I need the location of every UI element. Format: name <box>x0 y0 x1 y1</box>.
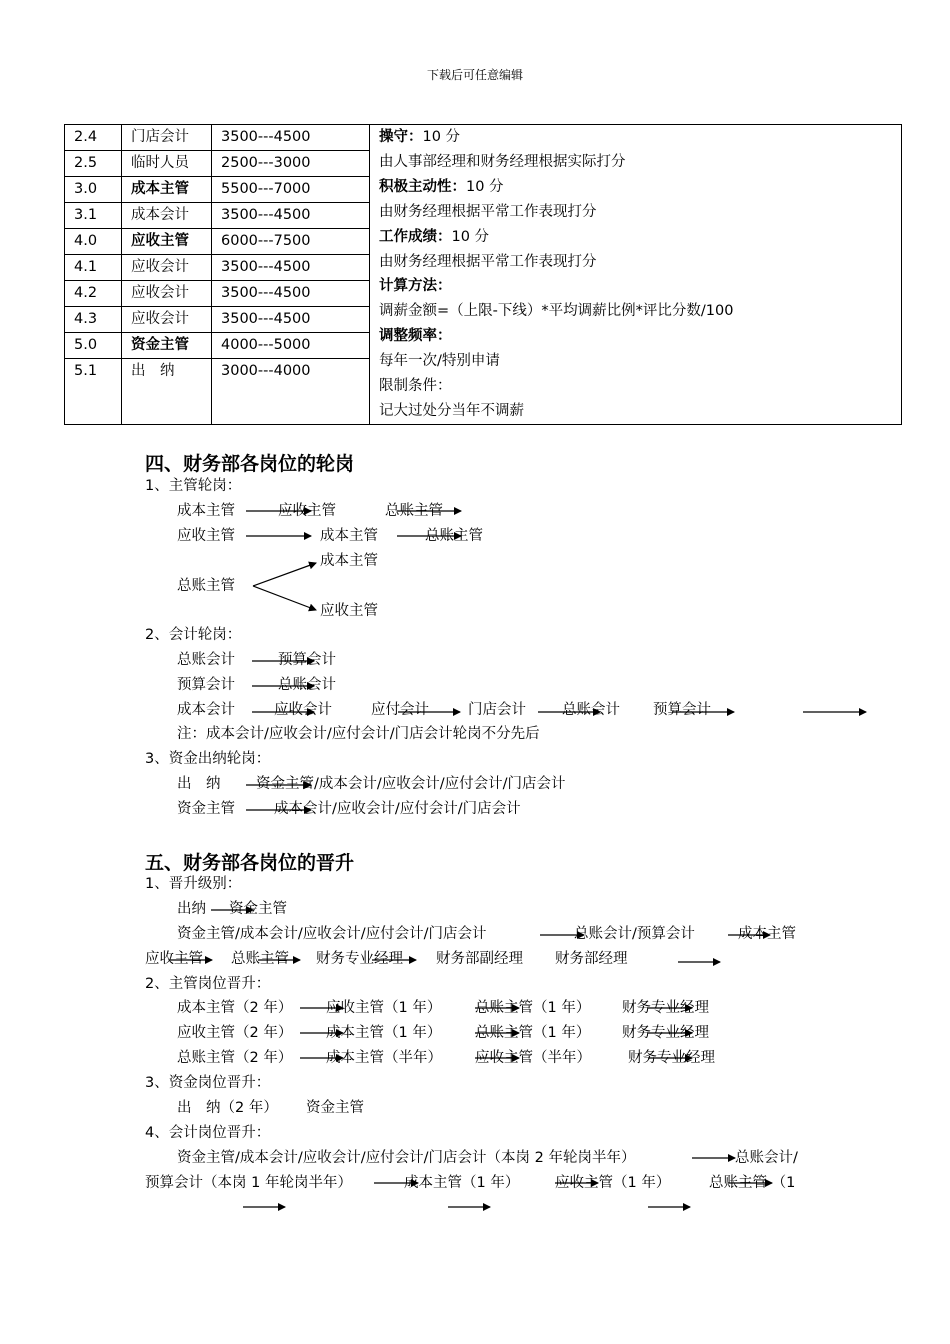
position-title: 应收会计 <box>122 255 212 281</box>
rot-item: 总账主管 <box>385 503 443 519</box>
section-5-title: 五、财务部各岗位的晋升 <box>145 852 355 874</box>
rot-item: 预算会计 <box>278 652 336 668</box>
sec5-sub2: 2、主管岗位晋升： <box>145 976 271 992</box>
rot-item: 出 纳 <box>177 776 221 792</box>
position-title: 出 纳 <box>122 359 212 425</box>
salary-range: 6000---7500 <box>212 229 370 255</box>
arrow <box>253 563 316 586</box>
promo-item: 应收主管（2 年） <box>177 1025 293 1041</box>
criteria-text: 10 分 <box>451 228 490 245</box>
salary-range: 4000---5000 <box>212 333 370 359</box>
rot-item: 资金主管 <box>177 801 235 817</box>
sec5-sub1: 1、晋升级别： <box>145 876 242 892</box>
rot-item: 应收主管 <box>177 528 235 544</box>
row-number: 4.2 <box>65 281 122 307</box>
promo-item: 资金主管 <box>306 1100 364 1116</box>
rot-item: 应收会计 <box>274 702 332 718</box>
rot-item: 成本主管 <box>177 503 235 519</box>
rot-item: 应收主管 <box>320 603 378 619</box>
promo-item: 财务专业经理 <box>622 1000 709 1016</box>
rot-item: 应收主管 <box>278 503 336 519</box>
criteria-text: 操守： <box>379 129 423 145</box>
salary-range: 2500---3000 <box>212 151 370 177</box>
rot-item: 预算会计 <box>653 702 711 718</box>
rot-item: 总账主管 <box>177 578 235 594</box>
promo-item: 总账主管 （1 <box>709 1175 796 1191</box>
position-title: 成本主管 <box>122 177 212 203</box>
row-number: 4.0 <box>65 229 122 255</box>
promo-item: 资金主管 <box>229 901 287 917</box>
page-header: 下载后可任意编辑 <box>426 68 523 82</box>
arrow <box>253 586 316 610</box>
rot-item: 成本会计/应收会计/应付会计/门店会计 <box>274 801 521 817</box>
promo-item: 应收主管（1 年） <box>326 1000 442 1016</box>
promo-item: 成本主管（1 年） <box>326 1025 442 1041</box>
row-number: 2.5 <box>65 151 122 177</box>
criteria-text: 10 分 <box>422 129 461 145</box>
promo-item: 总账主管（2 年） <box>177 1050 293 1066</box>
rot-note: 注：成本会计/应收会计/应付会计/门店会计轮岗不分先后 <box>177 726 540 742</box>
row-number: 4.3 <box>65 307 122 333</box>
promo-item: 财务专业经理 <box>622 1025 709 1041</box>
promo-item: 资金主管/成本会计/应收会计/应付会计/门店会计（本岗 2 年轮岗半年） <box>177 1150 636 1166</box>
row-number: 4.1 <box>65 255 122 281</box>
criteria-text: 限制条件： <box>379 378 452 395</box>
promo-item: 成本主管 <box>738 926 796 942</box>
promo-item: 成本主管（半年） <box>326 1050 442 1066</box>
rot-item: 总账会计 <box>562 702 620 718</box>
salary-range: 3000---4000 <box>212 359 370 425</box>
promo-item: 出纳 <box>177 901 206 917</box>
position-title: 应收会计 <box>122 281 212 307</box>
sec5-sub4: 4、会计岗位晋升： <box>145 1125 271 1141</box>
salary-range: 3500---4500 <box>212 281 370 307</box>
rot-item: 成本主管 <box>320 528 378 544</box>
rot-item: 应付会计 <box>371 702 429 718</box>
criteria-text: 调整频率： <box>379 328 452 345</box>
promo-item: 财务专业经理 <box>628 1050 715 1066</box>
row-number: 5.0 <box>65 333 122 359</box>
rot-item: 资金主管/成本会计/应收会计/应付会计/门店会计 <box>256 776 566 792</box>
promo-item: 预算会计（本岗 1 年轮岗半年） <box>145 1175 352 1191</box>
promo-item: 财务部副经理 <box>436 951 523 967</box>
salary-range: 5500---7000 <box>212 177 370 203</box>
criteria-text: 由人事部经理和财务经理根据实际打分 <box>379 153 626 170</box>
section-4-title: 四、财务部各岗位的轮岗 <box>145 453 355 475</box>
sec5-sub3: 3、资金岗位晋升： <box>145 1075 271 1091</box>
position-title: 资金主管 <box>122 333 212 359</box>
promo-item: 应收主管（1 年） <box>555 1175 671 1191</box>
position-title: 应收会计 <box>122 307 212 333</box>
row-number: 3.1 <box>65 203 122 229</box>
promo-item: 成本主管（2 年） <box>177 1000 293 1016</box>
rot-item: 成本主管 <box>320 553 378 569</box>
criteria-text: 由财务经理根据平常工作表现打分 <box>379 253 597 270</box>
rot-item: 成本会计 <box>177 702 235 718</box>
promo-item: 出 纳（2 年） <box>177 1100 278 1116</box>
rot-item: 预算会计 <box>177 677 235 693</box>
sec4-sub2: 2、会计轮岗： <box>145 627 242 643</box>
criteria-text: 10 分 <box>466 178 504 195</box>
promo-item: 财务部经理 <box>555 951 628 967</box>
criteria-text: 工作成绩： <box>379 228 452 245</box>
promo-item: 总账主管（1 年） <box>475 1025 591 1041</box>
row-number: 2.4 <box>65 125 122 151</box>
salary-range: 3500---4500 <box>212 125 370 151</box>
promo-item: 总账会计/ <box>735 1150 798 1166</box>
position-title: 应收主管 <box>122 229 212 255</box>
salary-range: 3500---4500 <box>212 203 370 229</box>
rot-item: 总账主管 <box>425 528 483 544</box>
rot-item: 总账会计 <box>177 652 235 668</box>
promo-item: 总账会计/预算会计 <box>574 926 695 942</box>
sec4-sub3: 3、资金出纳轮岗： <box>145 751 271 767</box>
promo-item: 资金主管/成本会计/应收会计/应付会计/门店会计 <box>177 926 487 942</box>
criteria-text: 每年一次/特别申请 <box>379 353 500 370</box>
promo-item: 应收主管（半年） <box>475 1050 591 1066</box>
criteria-text: 计算方法： <box>379 278 452 295</box>
position-title: 成本会计 <box>122 203 212 229</box>
salary-range: 3500---4500 <box>212 307 370 333</box>
promo-item: 应收主管 <box>145 951 203 967</box>
promo-item: 总账主管 <box>231 951 289 967</box>
promo-item: 财务专业经理 <box>316 951 403 967</box>
promo-item: 总账主管（1 年） <box>475 1000 591 1016</box>
criteria-text: 记大过处分当年不调薪 <box>379 402 524 419</box>
rot-item: 门店会计 <box>468 702 526 718</box>
criteria-text: 调薪金额=（上限-下线）*平均调薪比例*评比分数/100 <box>379 303 734 320</box>
position-title: 门店会计 <box>122 125 212 151</box>
row-number: 5.1 <box>65 359 122 425</box>
row-number: 3.0 <box>65 177 122 203</box>
promo-item: 成本主管（1 年） <box>404 1175 520 1191</box>
rot-item: 总账会计 <box>278 677 336 693</box>
position-title: 临时人员 <box>122 151 212 177</box>
criteria-text: 积极主动性： <box>379 178 466 195</box>
salary-range: 3500---4500 <box>212 255 370 281</box>
sec4-sub1: 1、主管轮岗： <box>145 478 242 494</box>
criteria-text: 由财务经理根据平常工作表现打分 <box>379 203 597 220</box>
